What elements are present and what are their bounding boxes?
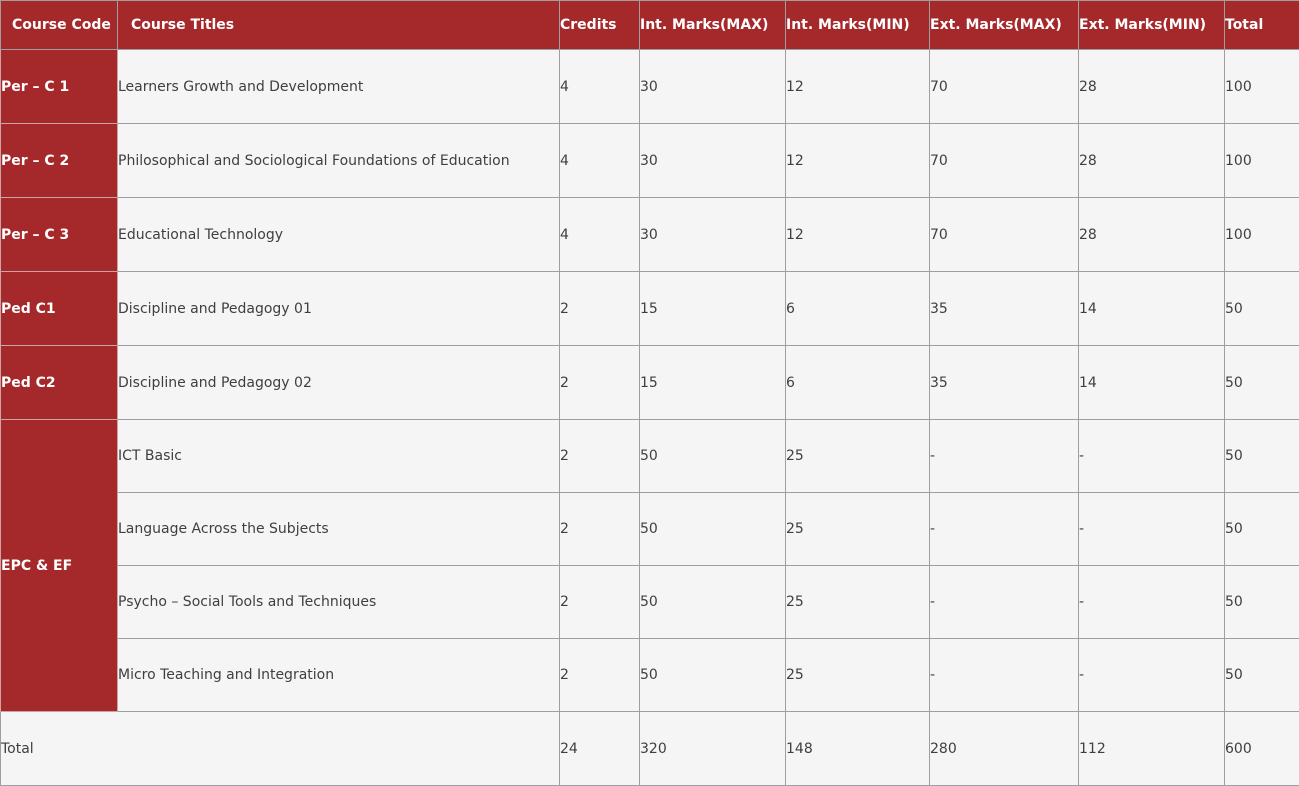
ext-min-cell: - (1079, 493, 1225, 566)
int-min-cell: 25 (786, 493, 930, 566)
ext-max-cell: 35 (930, 272, 1079, 346)
int-min-cell: 6 (786, 346, 930, 420)
ext-max-cell: 70 (930, 50, 1079, 124)
int-min-cell: 12 (786, 124, 930, 198)
int-min-cell: 25 (786, 639, 930, 712)
int-max-cell: 50 (640, 420, 786, 493)
total-cell: 50 (1225, 420, 1299, 493)
course-title-cell: Educational Technology (118, 198, 560, 272)
credits-cell: 4 (560, 50, 640, 124)
ext-min-cell: 28 (1079, 50, 1225, 124)
int-min-cell: 25 (786, 566, 930, 639)
credits-cell: 2 (560, 420, 640, 493)
int-min-cell: 12 (786, 198, 930, 272)
ext-max-cell: 70 (930, 124, 1079, 198)
course-title-cell: Micro Teaching and Integration (118, 639, 560, 712)
ext-min-cell: 14 (1079, 272, 1225, 346)
total-cell: 50 (1225, 493, 1299, 566)
course-title-cell: ICT Basic (118, 420, 560, 493)
header-ext-max: Ext. Marks(MAX) (930, 1, 1079, 50)
course-title-cell: Learners Growth and Development (118, 50, 560, 124)
total-cell: 50 (1225, 566, 1299, 639)
course-code-cell: Per – C 2 (1, 124, 118, 198)
int-min-cell: 25 (786, 420, 930, 493)
course-code-cell-epc: EPC & EF (1, 420, 118, 712)
ext-max-cell: - (930, 639, 1079, 712)
ext-min-cell: - (1079, 566, 1225, 639)
totals-row (1, 712, 1299, 786)
totals-label: Total (1, 712, 560, 786)
total-cell: 100 (1225, 198, 1299, 272)
header-credits: Credits (560, 1, 640, 50)
credits-cell: 2 (560, 272, 640, 346)
total-cell: 100 (1225, 124, 1299, 198)
table-row (1, 272, 1299, 346)
credits-cell: 2 (560, 493, 640, 566)
totals-ext-max: 280 (930, 712, 1079, 786)
course-code-cell: Per – C 1 (1, 50, 118, 124)
credits-cell: 4 (560, 124, 640, 198)
totals-total: 600 (1225, 712, 1299, 786)
table-row (1, 639, 1299, 712)
ext-min-cell: 28 (1079, 198, 1225, 272)
credits-cell: 2 (560, 639, 640, 712)
course-title-cell: Language Across the Subjects (118, 493, 560, 566)
course-title-cell: Discipline and Pedagogy 01 (118, 272, 560, 346)
ext-max-cell: - (930, 566, 1079, 639)
total-cell: 50 (1225, 272, 1299, 346)
header-int-max: Int. Marks(MAX) (640, 1, 786, 50)
ext-max-cell: - (930, 420, 1079, 493)
table-header-row (1, 1, 1299, 50)
ext-max-cell: 70 (930, 198, 1079, 272)
course-code-cell: Per – C 3 (1, 198, 118, 272)
header-int-min: Int. Marks(MIN) (786, 1, 930, 50)
total-cell: 100 (1225, 50, 1299, 124)
course-code-cell: Ped C1 (1, 272, 118, 346)
header-course-titles: Course Titles (118, 1, 560, 50)
ext-min-cell: 14 (1079, 346, 1225, 420)
ext-min-cell: - (1079, 420, 1225, 493)
table-row (1, 493, 1299, 566)
int-max-cell: 30 (640, 124, 786, 198)
credits-cell: 4 (560, 198, 640, 272)
table-row (1, 346, 1299, 420)
table-row (1, 566, 1299, 639)
ext-max-cell: 35 (930, 346, 1079, 420)
int-min-cell: 6 (786, 272, 930, 346)
totals-int-max: 320 (640, 712, 786, 786)
course-title-cell: Psycho – Social Tools and Techniques (118, 566, 560, 639)
credits-cell: 2 (560, 346, 640, 420)
header-total: Total (1225, 1, 1299, 50)
totals-ext-min: 112 (1079, 712, 1225, 786)
int-max-cell: 15 (640, 272, 786, 346)
totals-credits: 24 (560, 712, 640, 786)
header-ext-min: Ext. Marks(MIN) (1079, 1, 1225, 50)
ext-min-cell: - (1079, 639, 1225, 712)
table-row (1, 124, 1299, 198)
total-cell: 50 (1225, 639, 1299, 712)
table-row (1, 50, 1299, 124)
int-max-cell: 30 (640, 50, 786, 124)
ext-max-cell: - (930, 493, 1079, 566)
int-max-cell: 50 (640, 566, 786, 639)
int-max-cell: 15 (640, 346, 786, 420)
int-max-cell: 50 (640, 493, 786, 566)
course-code-cell: Ped C2 (1, 346, 118, 420)
totals-int-min: 148 (786, 712, 930, 786)
ext-min-cell: 28 (1079, 124, 1225, 198)
int-min-cell: 12 (786, 50, 930, 124)
int-max-cell: 30 (640, 198, 786, 272)
header-course-code: Course Code (1, 1, 118, 50)
total-cell: 50 (1225, 346, 1299, 420)
int-max-cell: 50 (640, 639, 786, 712)
table-row (1, 420, 1299, 493)
course-title-cell: Discipline and Pedagogy 02 (118, 346, 560, 420)
course-title-cell: Philosophical and Sociological Foundations of Education (118, 124, 560, 198)
credits-cell: 2 (560, 566, 640, 639)
table-row (1, 198, 1299, 272)
